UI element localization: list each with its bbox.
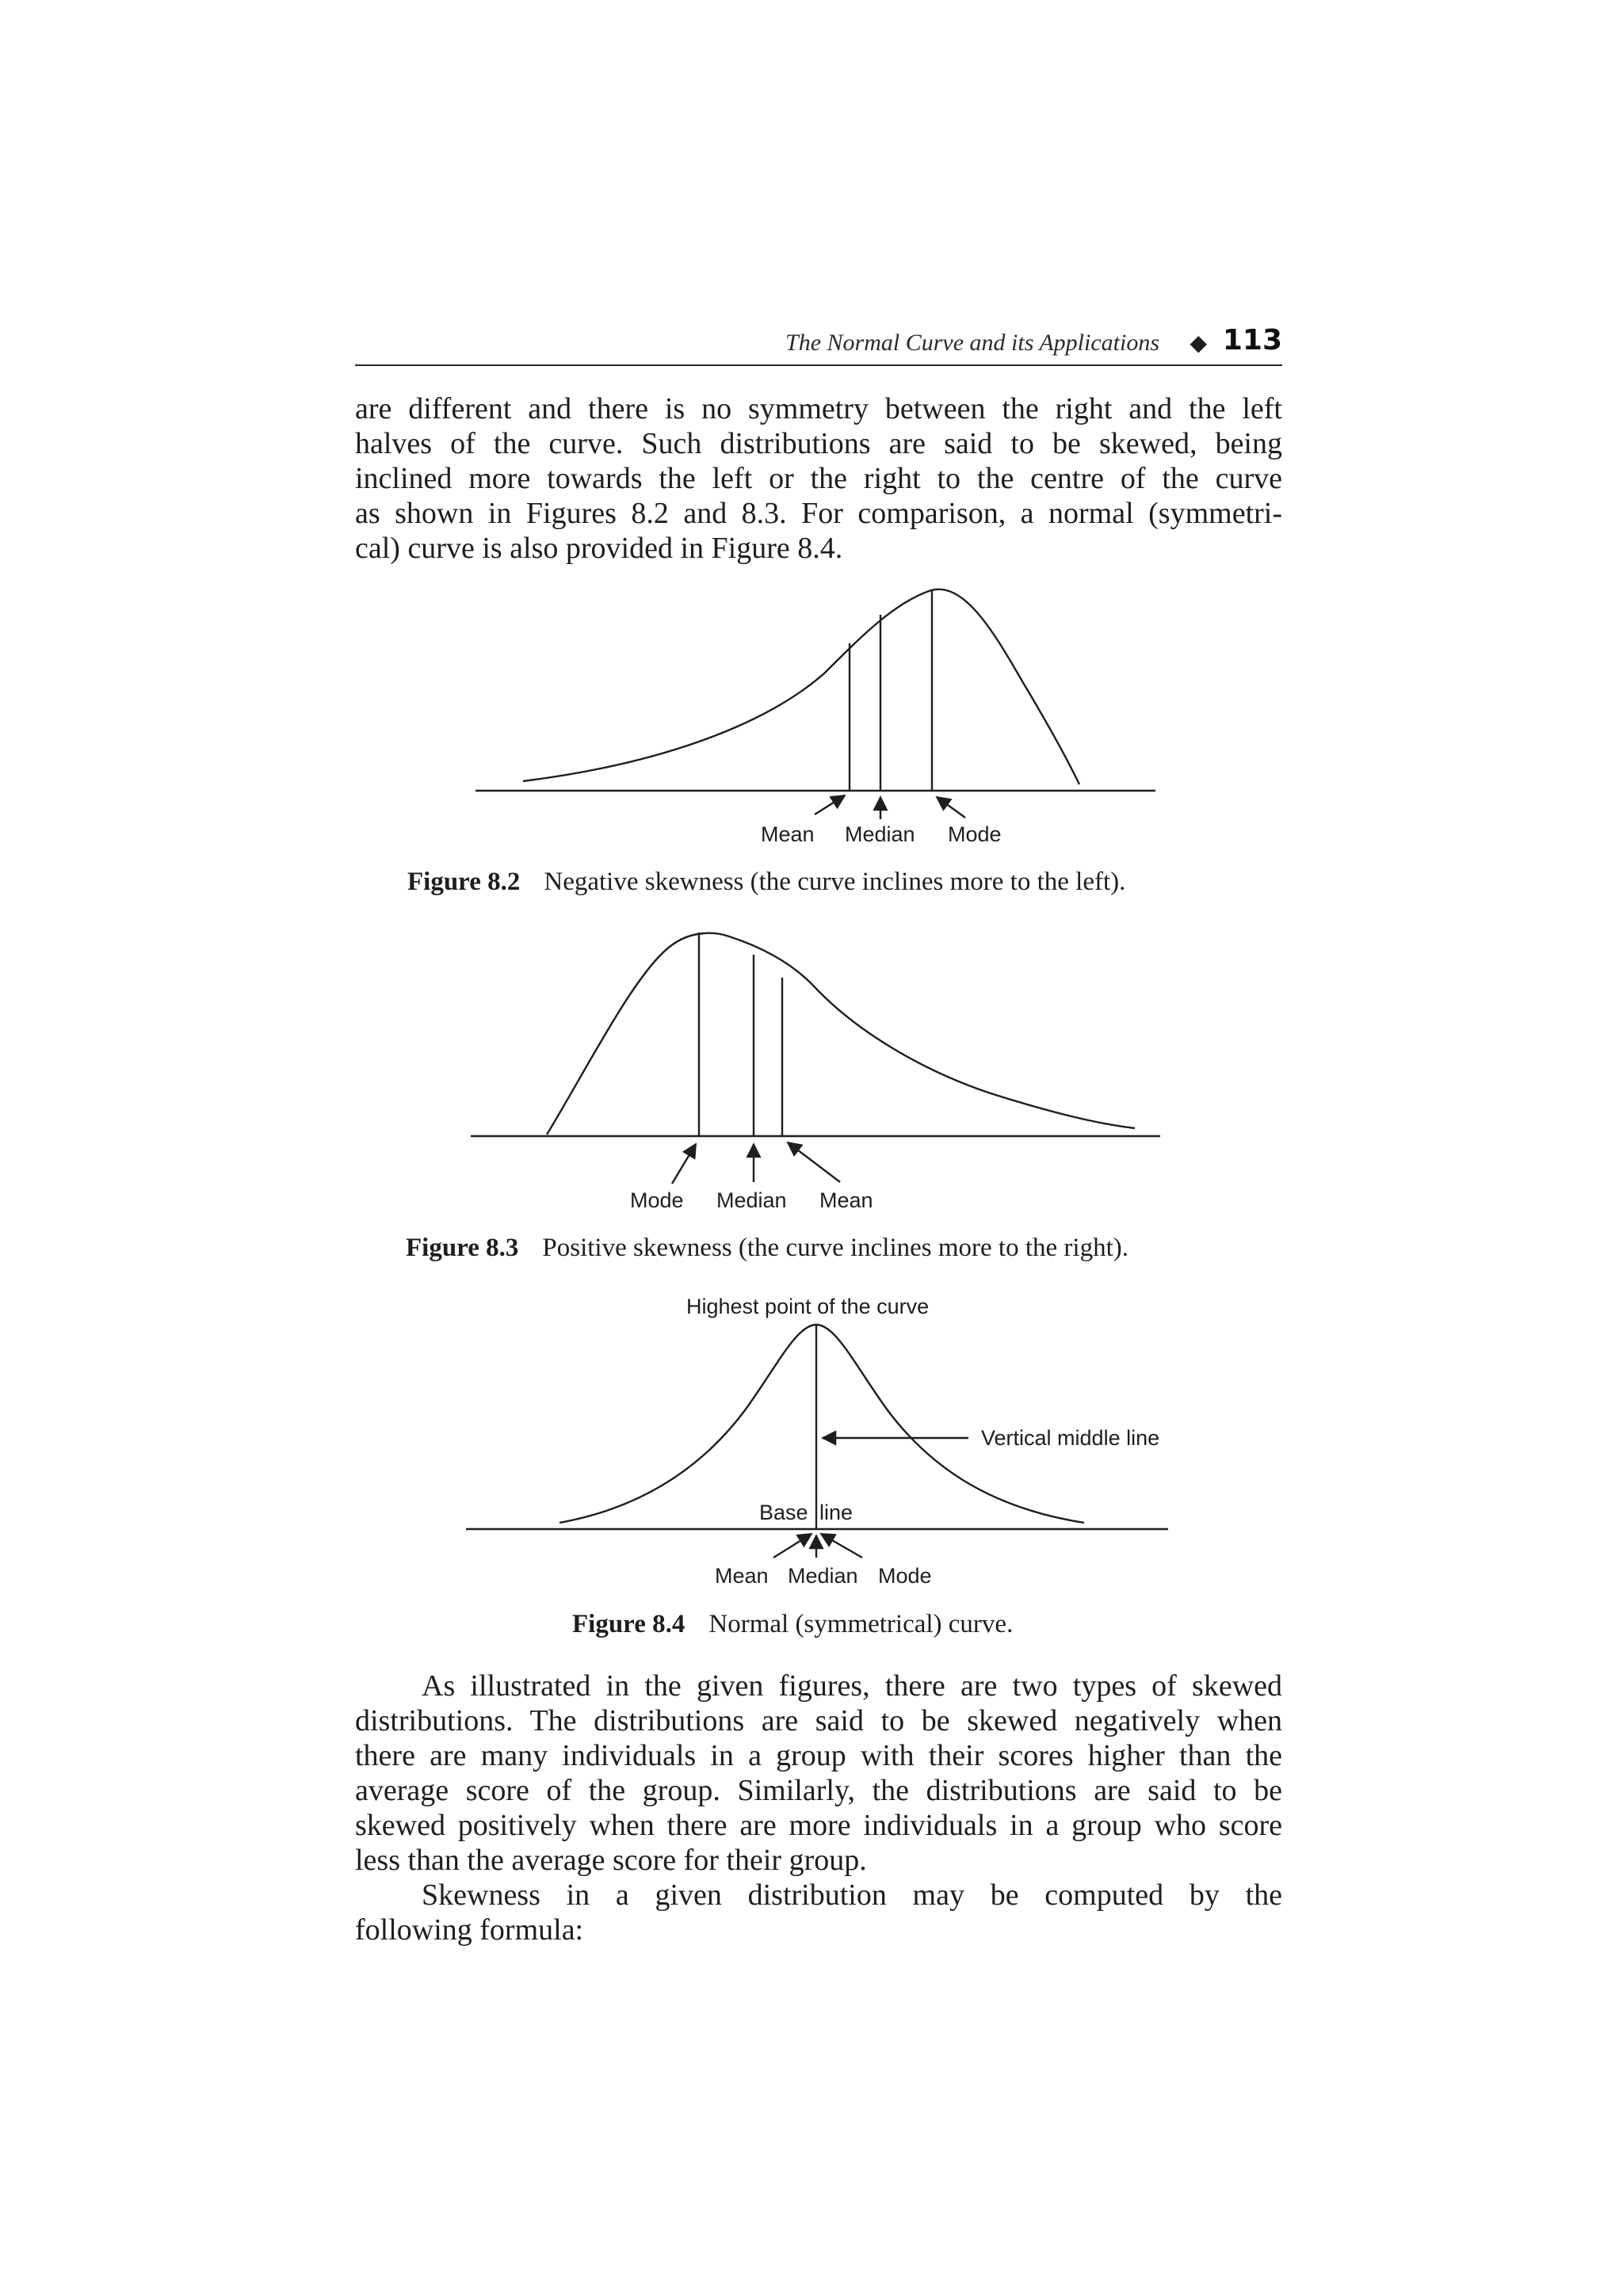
text-line: halves of the curve. Such distributions are said to be skewed, being xyxy=(355,427,1282,460)
mean-arrow xyxy=(773,1534,812,1558)
text-line: Skewness in a given distribution may be computed by the xyxy=(422,1878,1282,1912)
label-median: Median xyxy=(845,822,915,846)
label-mode: Mode xyxy=(878,1564,932,1588)
label-median: Median xyxy=(716,1188,787,1212)
mode-arrow xyxy=(937,797,965,818)
text-line: cal) curve is also provided in Figure 8.4. xyxy=(355,532,843,565)
label-mean: Mean xyxy=(761,822,815,846)
mean-arrow xyxy=(788,1142,840,1182)
body-paragraph xyxy=(355,1878,1282,1947)
page-number: 113 xyxy=(1222,324,1282,357)
label-base: Base xyxy=(759,1501,808,1524)
label-vertical-middle-line: Vertical middle line xyxy=(981,1426,1160,1450)
figure-8-2-diagram xyxy=(475,589,1155,819)
caption-text: Negative skewness (the curve inclines more to the left). xyxy=(544,868,1126,896)
text-line: as shown in Figures 8.2 and 8.3. For comparison, a normal (symmetri- xyxy=(355,497,1282,530)
figure-number: Figure 8.2 xyxy=(407,868,521,896)
caption-text: Positive skewness (the curve inclines more to the right). xyxy=(542,1234,1128,1262)
diamond-icon: ◆ xyxy=(1190,331,1207,356)
text-line: As illustrated in the given figures, there are two types of skewed xyxy=(422,1669,1282,1703)
running-title: The Normal Curve and its Applications xyxy=(785,330,1159,356)
label-mean: Mean xyxy=(715,1564,769,1588)
label-line: line xyxy=(819,1501,854,1524)
text-line: following formula: xyxy=(355,1913,584,1947)
label-mode: Mode xyxy=(948,822,1002,846)
figure-8-2-caption xyxy=(407,868,1125,897)
text-line: skewed positively when there are more individuals in a group who score xyxy=(355,1809,1282,1842)
figure-8-3-caption xyxy=(406,1234,1128,1263)
label-mean: Mean xyxy=(819,1188,873,1212)
mode-arrow xyxy=(821,1534,862,1558)
text-line: average score of the group. Similarly, the distributions are said to be xyxy=(355,1774,1282,1807)
mode-arrow xyxy=(672,1144,696,1184)
body-paragraph xyxy=(355,1669,1282,1878)
figure-8-3-diagram xyxy=(471,933,1160,1184)
figure-8-4-caption xyxy=(572,1610,1013,1639)
text-line: inclined more towards the left or the right to the centre of the curve xyxy=(355,462,1282,495)
caption-text: Normal (symmetrical) curve. xyxy=(708,1610,1014,1638)
figure-number: Figure 8.3 xyxy=(406,1234,519,1262)
text-line: are different and there is no symmetry between the right and the left xyxy=(355,392,1282,425)
text-line: less than the average score for their group. xyxy=(355,1844,867,1877)
mean-arrow xyxy=(815,795,845,814)
figure-number: Figure 8.4 xyxy=(572,1610,685,1638)
text-line: distributions. The distributions are said to be skewed negatively when xyxy=(355,1704,1282,1737)
label-highest-point: Highest point of the curve xyxy=(686,1295,930,1318)
normal-curve xyxy=(559,1325,1084,1523)
label-median: Median xyxy=(788,1564,858,1588)
skewed-curve xyxy=(523,589,1079,784)
text-line: there are many individuals in a group with their scores higher than the xyxy=(355,1739,1282,1772)
label-mode: Mode xyxy=(630,1188,684,1212)
skewed-curve xyxy=(547,933,1135,1135)
